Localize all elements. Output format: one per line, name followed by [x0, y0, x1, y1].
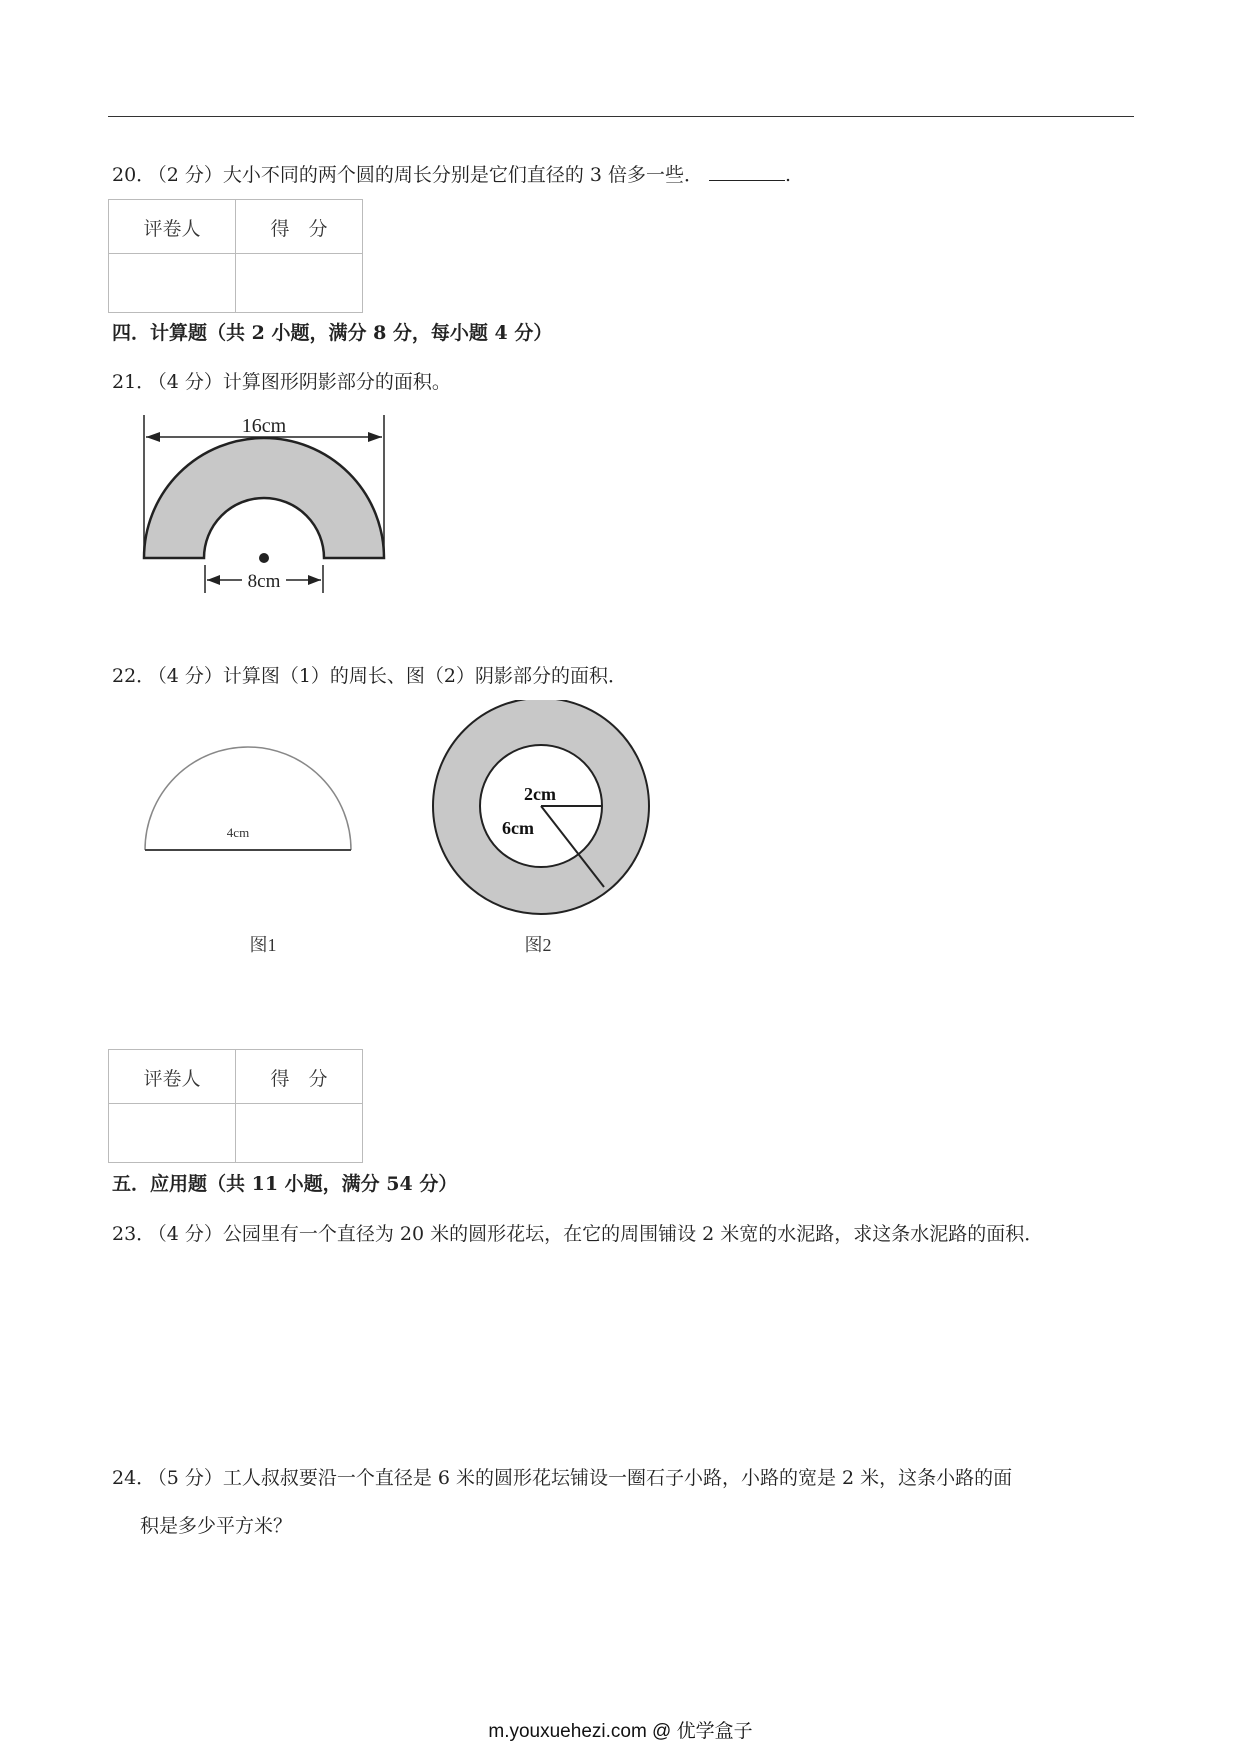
- question-number: 23．: [112, 1223, 156, 1245]
- inner-arrow-left: [207, 575, 220, 585]
- section-5-title: 五．应用题（共 11 小题，满分 54 分）: [112, 1173, 458, 1195]
- figure-caption: 图2: [524, 935, 552, 955]
- question-end: .: [785, 164, 792, 186]
- question-20: [112, 162, 791, 188]
- question-text-line-1: （5 分）工人叔叔要沿一个直径是 6 米的圆形花坛铺设一圈石子小路，小路的宽是 2 米，这条小路的面: [157, 1467, 1013, 1489]
- diameter-label: 4cm: [226, 825, 250, 840]
- center-dot: [259, 553, 269, 563]
- question-number: 21．: [112, 371, 156, 393]
- outer-arrow-left: [146, 432, 160, 442]
- figure-caption: 图1: [249, 935, 277, 955]
- grader-cell[interactable]: [109, 1104, 236, 1163]
- footer-watermark: m.youxuehezi.com @ 优学盒子: [488, 1721, 753, 1742]
- outer-diameter-label: 16cm: [241, 415, 287, 437]
- grader-label: 评卷人: [109, 200, 236, 254]
- outer-arrow-right: [368, 432, 382, 442]
- question-23: [112, 1221, 1043, 1247]
- question-number: 20．: [112, 164, 156, 186]
- header-rule: [108, 116, 1134, 117]
- question-24-line-2: 积是多少平方米？: [140, 1515, 293, 1537]
- question-text: （2 分）大小不同的两个圆的周长分别是它们直径的 3 倍多一些．: [157, 164, 703, 186]
- question-text: （4 分）公园里有一个直径为 20 米的圆形花坛，在它的周围铺设 2 米宽的水泥路，求这条水泥路的面积．: [157, 1223, 1044, 1245]
- answer-blank[interactable]: [709, 162, 785, 181]
- score-table-2: [108, 1049, 363, 1163]
- q21-half-annulus-figure: [130, 405, 410, 605]
- outer-radius-label: 6cm: [502, 818, 534, 838]
- question-number: 22．: [112, 665, 156, 687]
- inner-diameter-label: 8cm: [247, 571, 281, 592]
- score-table-1: [108, 199, 363, 313]
- q22-figure-2: [430, 700, 670, 960]
- question-24: [112, 1465, 1012, 1491]
- question-22: [112, 663, 627, 689]
- score-label: 得 分: [236, 200, 363, 254]
- score-label: 得 分: [236, 1050, 363, 1104]
- question-number: 24．: [112, 1467, 156, 1489]
- grader-label: 评卷人: [109, 1050, 236, 1104]
- question-21: [112, 369, 451, 395]
- grader-cell[interactable]: [109, 254, 236, 313]
- question-text: （4 分）计算图（1）的周长、图（2）阴影部分的面积．: [157, 665, 627, 687]
- q22-figure-1: [130, 730, 370, 960]
- inner-arrow-right: [308, 575, 321, 585]
- score-cell[interactable]: [236, 1104, 363, 1163]
- inner-radius-label: 2cm: [524, 784, 556, 804]
- question-text: （4 分）计算图形阴影部分的面积。: [157, 371, 451, 393]
- shaded-half-ring: [144, 438, 384, 558]
- score-cell[interactable]: [236, 254, 363, 313]
- section-4-title: 四．计算题（共 2 小题，满分 8 分，每小题 4 分）: [112, 322, 553, 344]
